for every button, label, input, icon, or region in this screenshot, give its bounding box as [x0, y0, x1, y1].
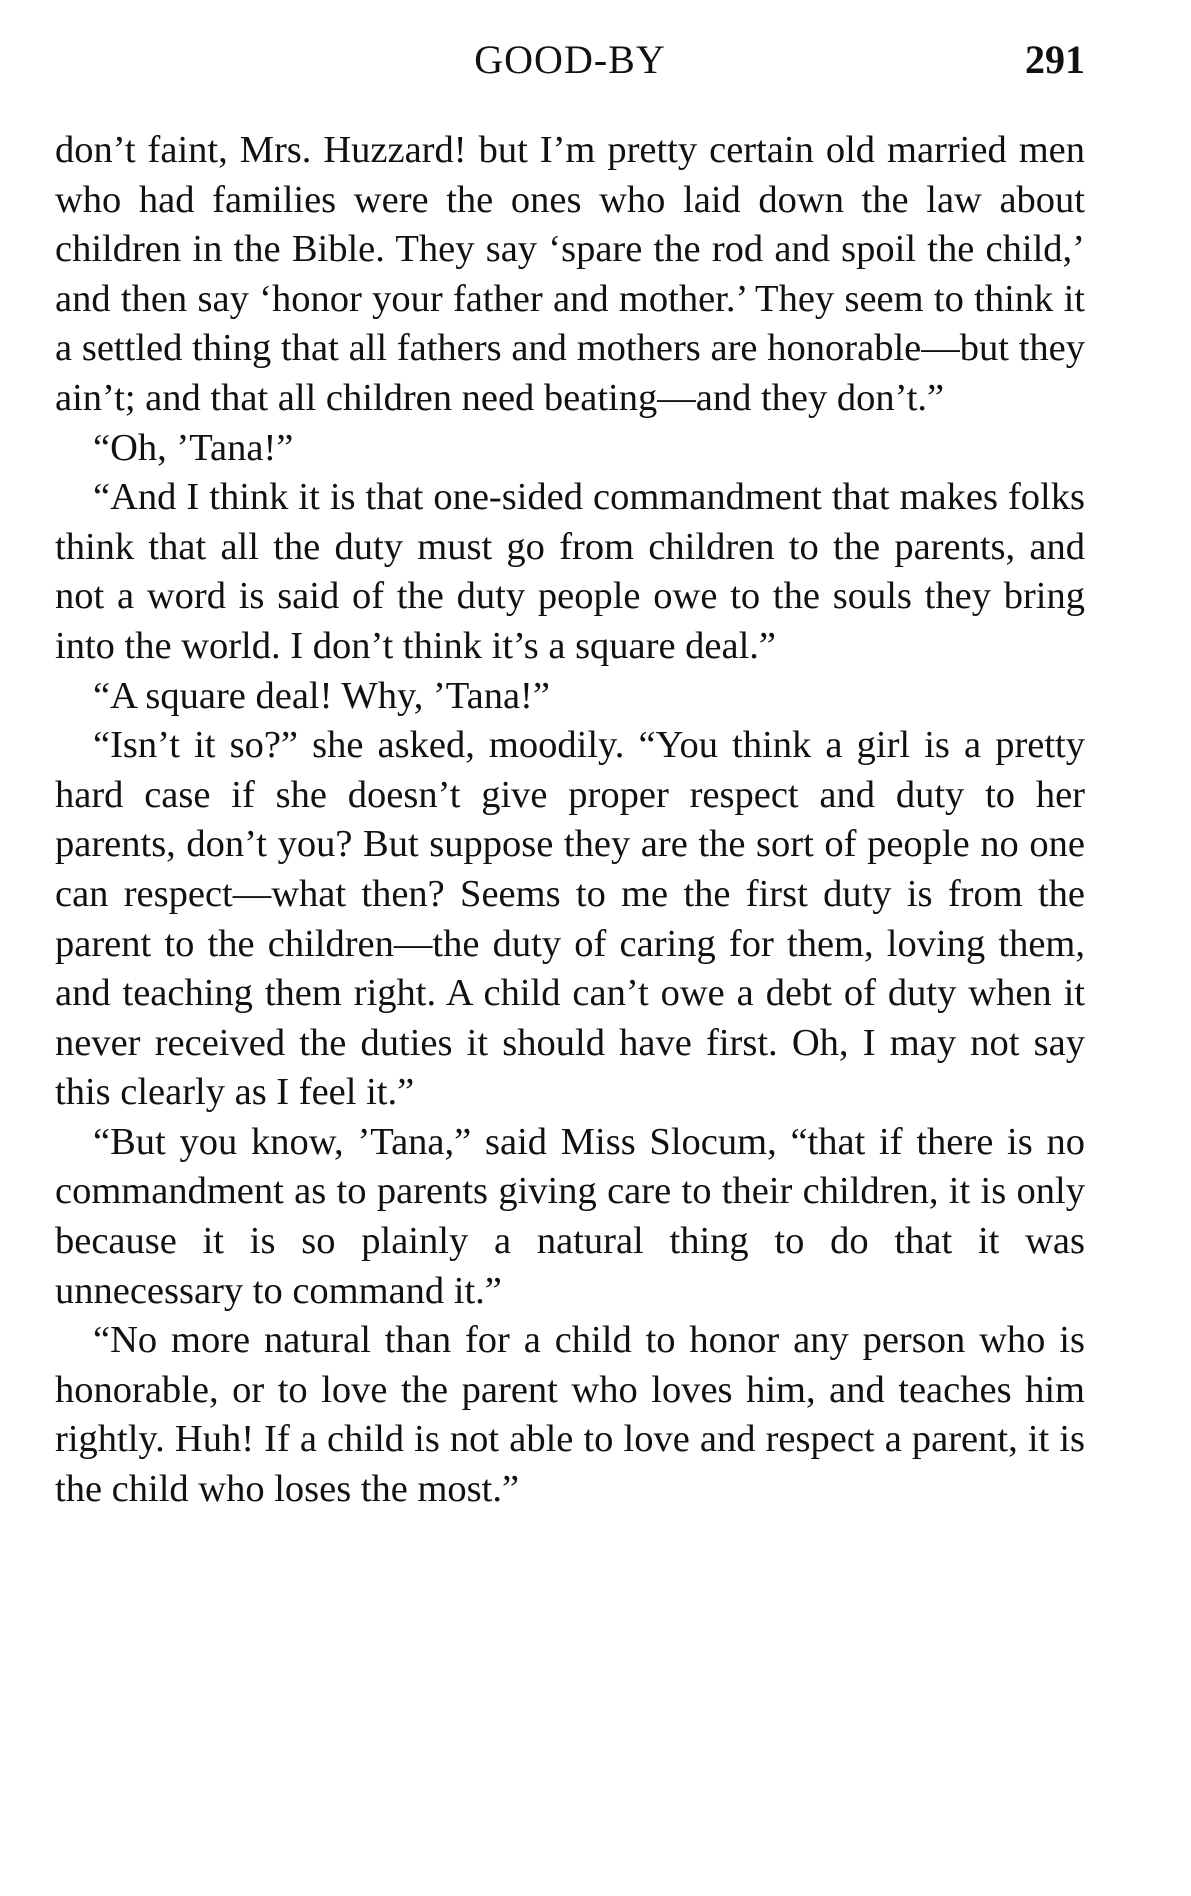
- running-head: [55, 28, 1085, 88]
- paragraph: “And I think it is that one-sided commandment that makes folks think that all the duty must go from children to the parents, and not a word is said of the duty people owe to the souls they bring into the world. I don’t think it’s a square deal.”: [55, 476, 1085, 667]
- paragraph: “But you know, ’Tana,” said Miss Slocum, “that if there is no commandment as to parents giving care to their children, it is only because it is so plainly a natural thing to do that it was unnecessary to command it.”: [55, 1120, 1085, 1312]
- paragraph: “A square deal! Why, ’Tana!”: [93, 674, 550, 717]
- paragraph: “Oh, ’Tana!”: [93, 426, 294, 469]
- page-number: 291: [1025, 37, 1085, 82]
- running-title: GOOD-BY: [474, 37, 666, 82]
- paragraph: “No more natural than for a child to honor any person who is honorable, or to love the parent who loves him, and teaches him rightly. Huh! If a child is not able to love and respect a parent, it is the child who loses the most.”: [55, 1319, 1085, 1511]
- paragraph: “Isn’t it so?” she asked, moodily. “You think a girl is a pretty hard case if she doesn’t give proper respect and duty to her parents, don’t you? But suppose they are the sort of people no one can respect—what then? Seems to me the first duty is from the parent to the children—the duty of caring for them, loving them, and teaching them right. A child can’t owe a debt of duty when it never received the duties it should have first. Oh, I may not say this clearly as I feel it.”: [55, 724, 1085, 1114]
- paragraph: don’t faint, Mrs. Huzzard! but I’m pretty certain old married men who had families were the ones who laid down the law about children in the Bible. They say ‘spare the rod and spoil the child,’ and then say ‘honor your father and mother.’ They seem to think it a settled thing that all fathers and mothers are honorable—but they ain’t; and that all children need beating—and they don’t.”: [55, 129, 1085, 419]
- book-page: [55, 28, 1085, 1868]
- body-text: [55, 126, 1085, 1515]
